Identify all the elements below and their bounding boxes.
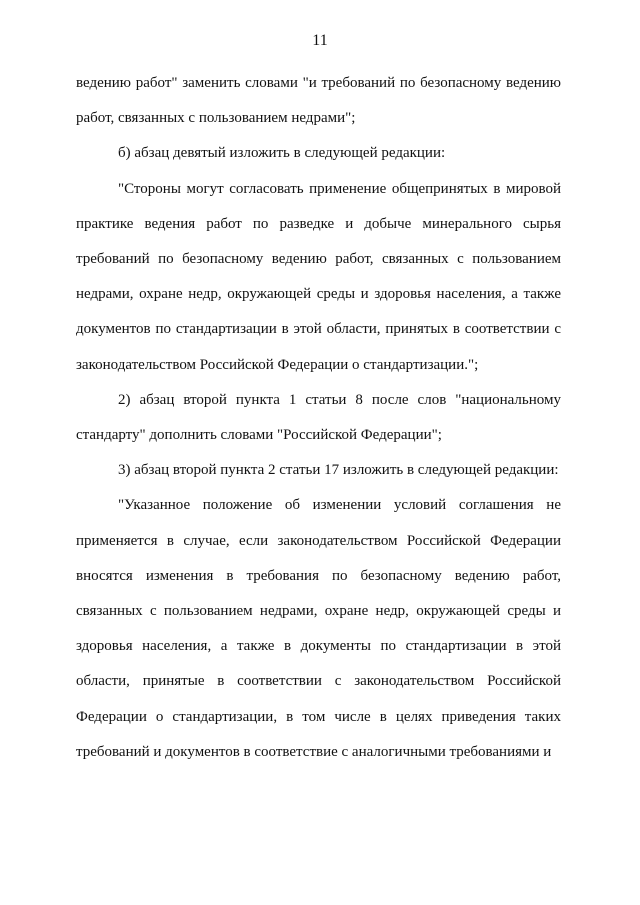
paragraph-quoted-text-1: "Стороны могут согласовать применение общепринятых в мировой практике ведения работ по разведке и добыче минерального сырья требований по безопасному ведению работ, связанных с пользованием недрами, охране недр, окружающей среды и здоровья населения, а также документов по стандартизации в этой области, принятых в соответствии с законодательством Российской Федерации о стандартизации."; (76, 180, 561, 373)
paragraph-item-3: 3) абзац второй пункта 2 статьи 17 изложить в следующей редакции: (118, 462, 559, 479)
paragraph-item-2: 2) абзац второй пункта 1 статьи 8 после слов "национальному стандарту" дополнить словами "Российской Федерации"; (76, 391, 561, 444)
paragraph-item-b: б) абзац девятый изложить в следующей редакции: (118, 145, 446, 162)
document-body (76, 66, 561, 770)
paragraph-continuation: ведению работ" заменить словами "и требований по безопасному ведению работ, связанных с пользованием недрами"; (76, 75, 561, 127)
page-number: 11 (312, 32, 328, 49)
paragraph-quoted-text-2: "Указанное положение об изменении условий соглашения не применяется в случае, если законодательством Российской Федерации вносятся изменения в требования по безопасному ведению работ, связанных с пользованием недрами, охране недр, окружающей среды и здоровья населения, а также в документы по стандартизации в этой области, принятые в соответствии с законодательством Российской Федерации о стандартизации, в том числе в целях приведения таких требований и документов в соответствие с аналогичными требованиями и (76, 497, 561, 760)
